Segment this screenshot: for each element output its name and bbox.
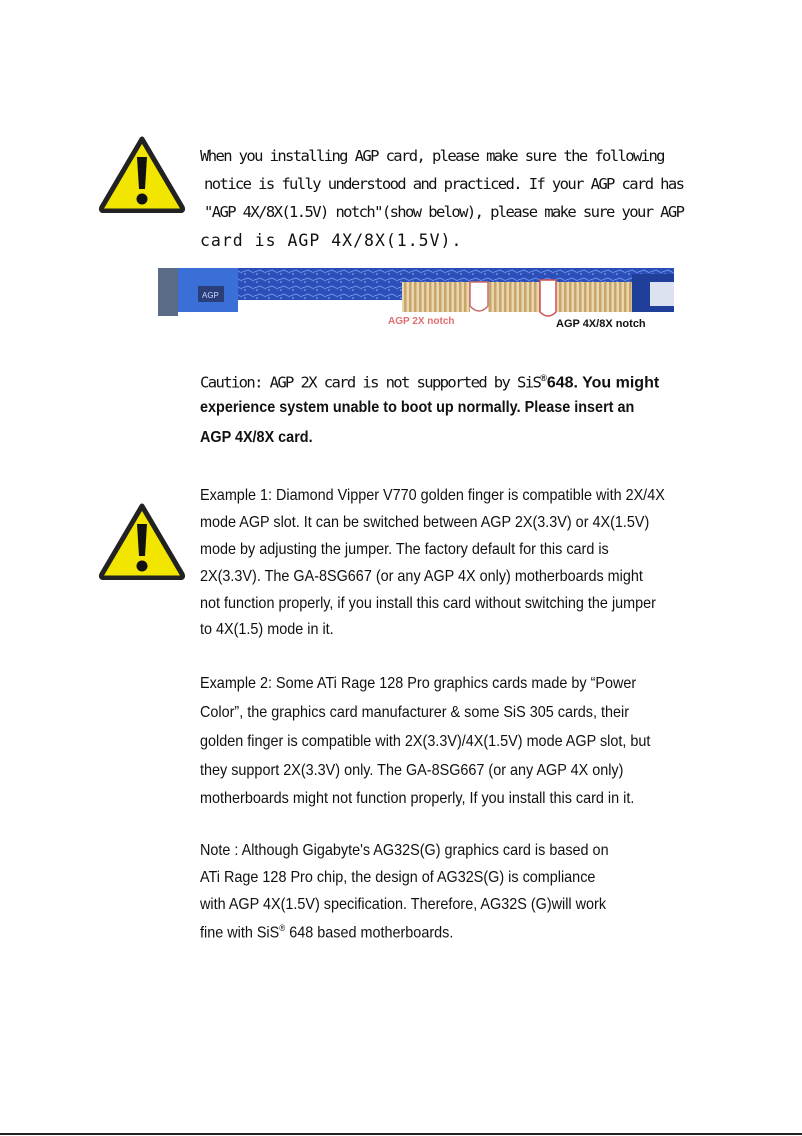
caution-line-2: experience system unable to boot up normally. Please insert an	[200, 399, 635, 416]
warning-icon	[98, 500, 186, 580]
warning-icon	[98, 133, 186, 213]
example-1-line: mode AGP slot. It can be switched between AGP 2X(3.3V) or 4X(1.5V)	[200, 514, 650, 531]
example-2-line: they support 2X(3.3V) only. The GA-8SG667 (or any AGP 4X only)	[200, 762, 624, 779]
gold-fingers-mid	[488, 282, 540, 312]
agp-2x-notch-label: AGP 2X notch	[388, 316, 455, 327]
caution-prefix: Caution: AGP 2X card is not supported by SiS	[200, 373, 541, 392]
gold-fingers-right	[556, 282, 632, 312]
note-line: with AGP 4X(1.5V) specification. Therefore, AG32S (G)will work	[200, 896, 607, 913]
page-bottom-rule	[0, 1133, 802, 1135]
note-line: ATi Rage 128 Pro chip, the design of AG32S(G) is compliance	[200, 869, 596, 886]
warning-line-2: notice is fully understood and practiced. If your AGP card has	[204, 175, 684, 193]
example-1-line: mode by adjusting the jumper. The factory default for this card is	[200, 541, 609, 558]
example-2-line: Example 2: Some ATi Rage 128 Pro graphics cards made by “Power	[200, 675, 637, 692]
warning-line-3: "AGP 4X/8X(1.5V) notch"(show below), please make sure your AGP	[204, 203, 684, 221]
caution-suffix: 648. You might	[546, 374, 660, 392]
agp-4x-notch-label: AGP 4X/8X notch	[556, 318, 646, 330]
agp-2x-notch	[470, 282, 488, 311]
note-line: Note : Although Gigabyte's AG32S(G) graphics card is based on	[200, 842, 609, 859]
example-1-line: 2X(3.3V). The GA-8SG667 (or any AGP 4X only) motherboards might	[200, 568, 643, 585]
registered-mark: ®	[279, 923, 286, 933]
warning-line-4: card is AGP 4X/8X(1.5V).	[200, 231, 463, 250]
note-last-suffix: 648 based motherboards.	[285, 924, 454, 942]
example-2-line: golden finger is compatible with 2X(3.3V)/4X(1.5V) mode AGP slot, but	[200, 733, 651, 750]
example-2-line: Color”, the graphics card manufacturer & some SiS 305 cards, their	[200, 704, 629, 721]
gold-fingers-left	[402, 282, 470, 312]
note-last-prefix: fine with SiS	[200, 924, 280, 942]
svg-text:AGP: AGP	[202, 291, 219, 300]
agp-4x-notch	[540, 280, 556, 316]
card-bracket	[158, 268, 178, 316]
note-line-last	[200, 923, 453, 942]
caution-line-3: AGP 4X/8X card.	[200, 429, 313, 446]
example-2-line: motherboards might not function properly, If you install this card in it.	[200, 790, 635, 807]
example-1-line: to 4X(1.5) mode in it.	[200, 621, 334, 638]
warning-line-1: When you installing AGP card, please make sure the following	[200, 147, 664, 165]
example-1-line: Example 1: Diamond Vipper V770 golden finger is compatible with 2X/4X	[200, 487, 665, 504]
caution-line-1	[200, 373, 659, 392]
registered-mark: ®	[540, 373, 547, 383]
example-1-line: not function properly, if you install this card without switching the jumper	[200, 595, 656, 612]
